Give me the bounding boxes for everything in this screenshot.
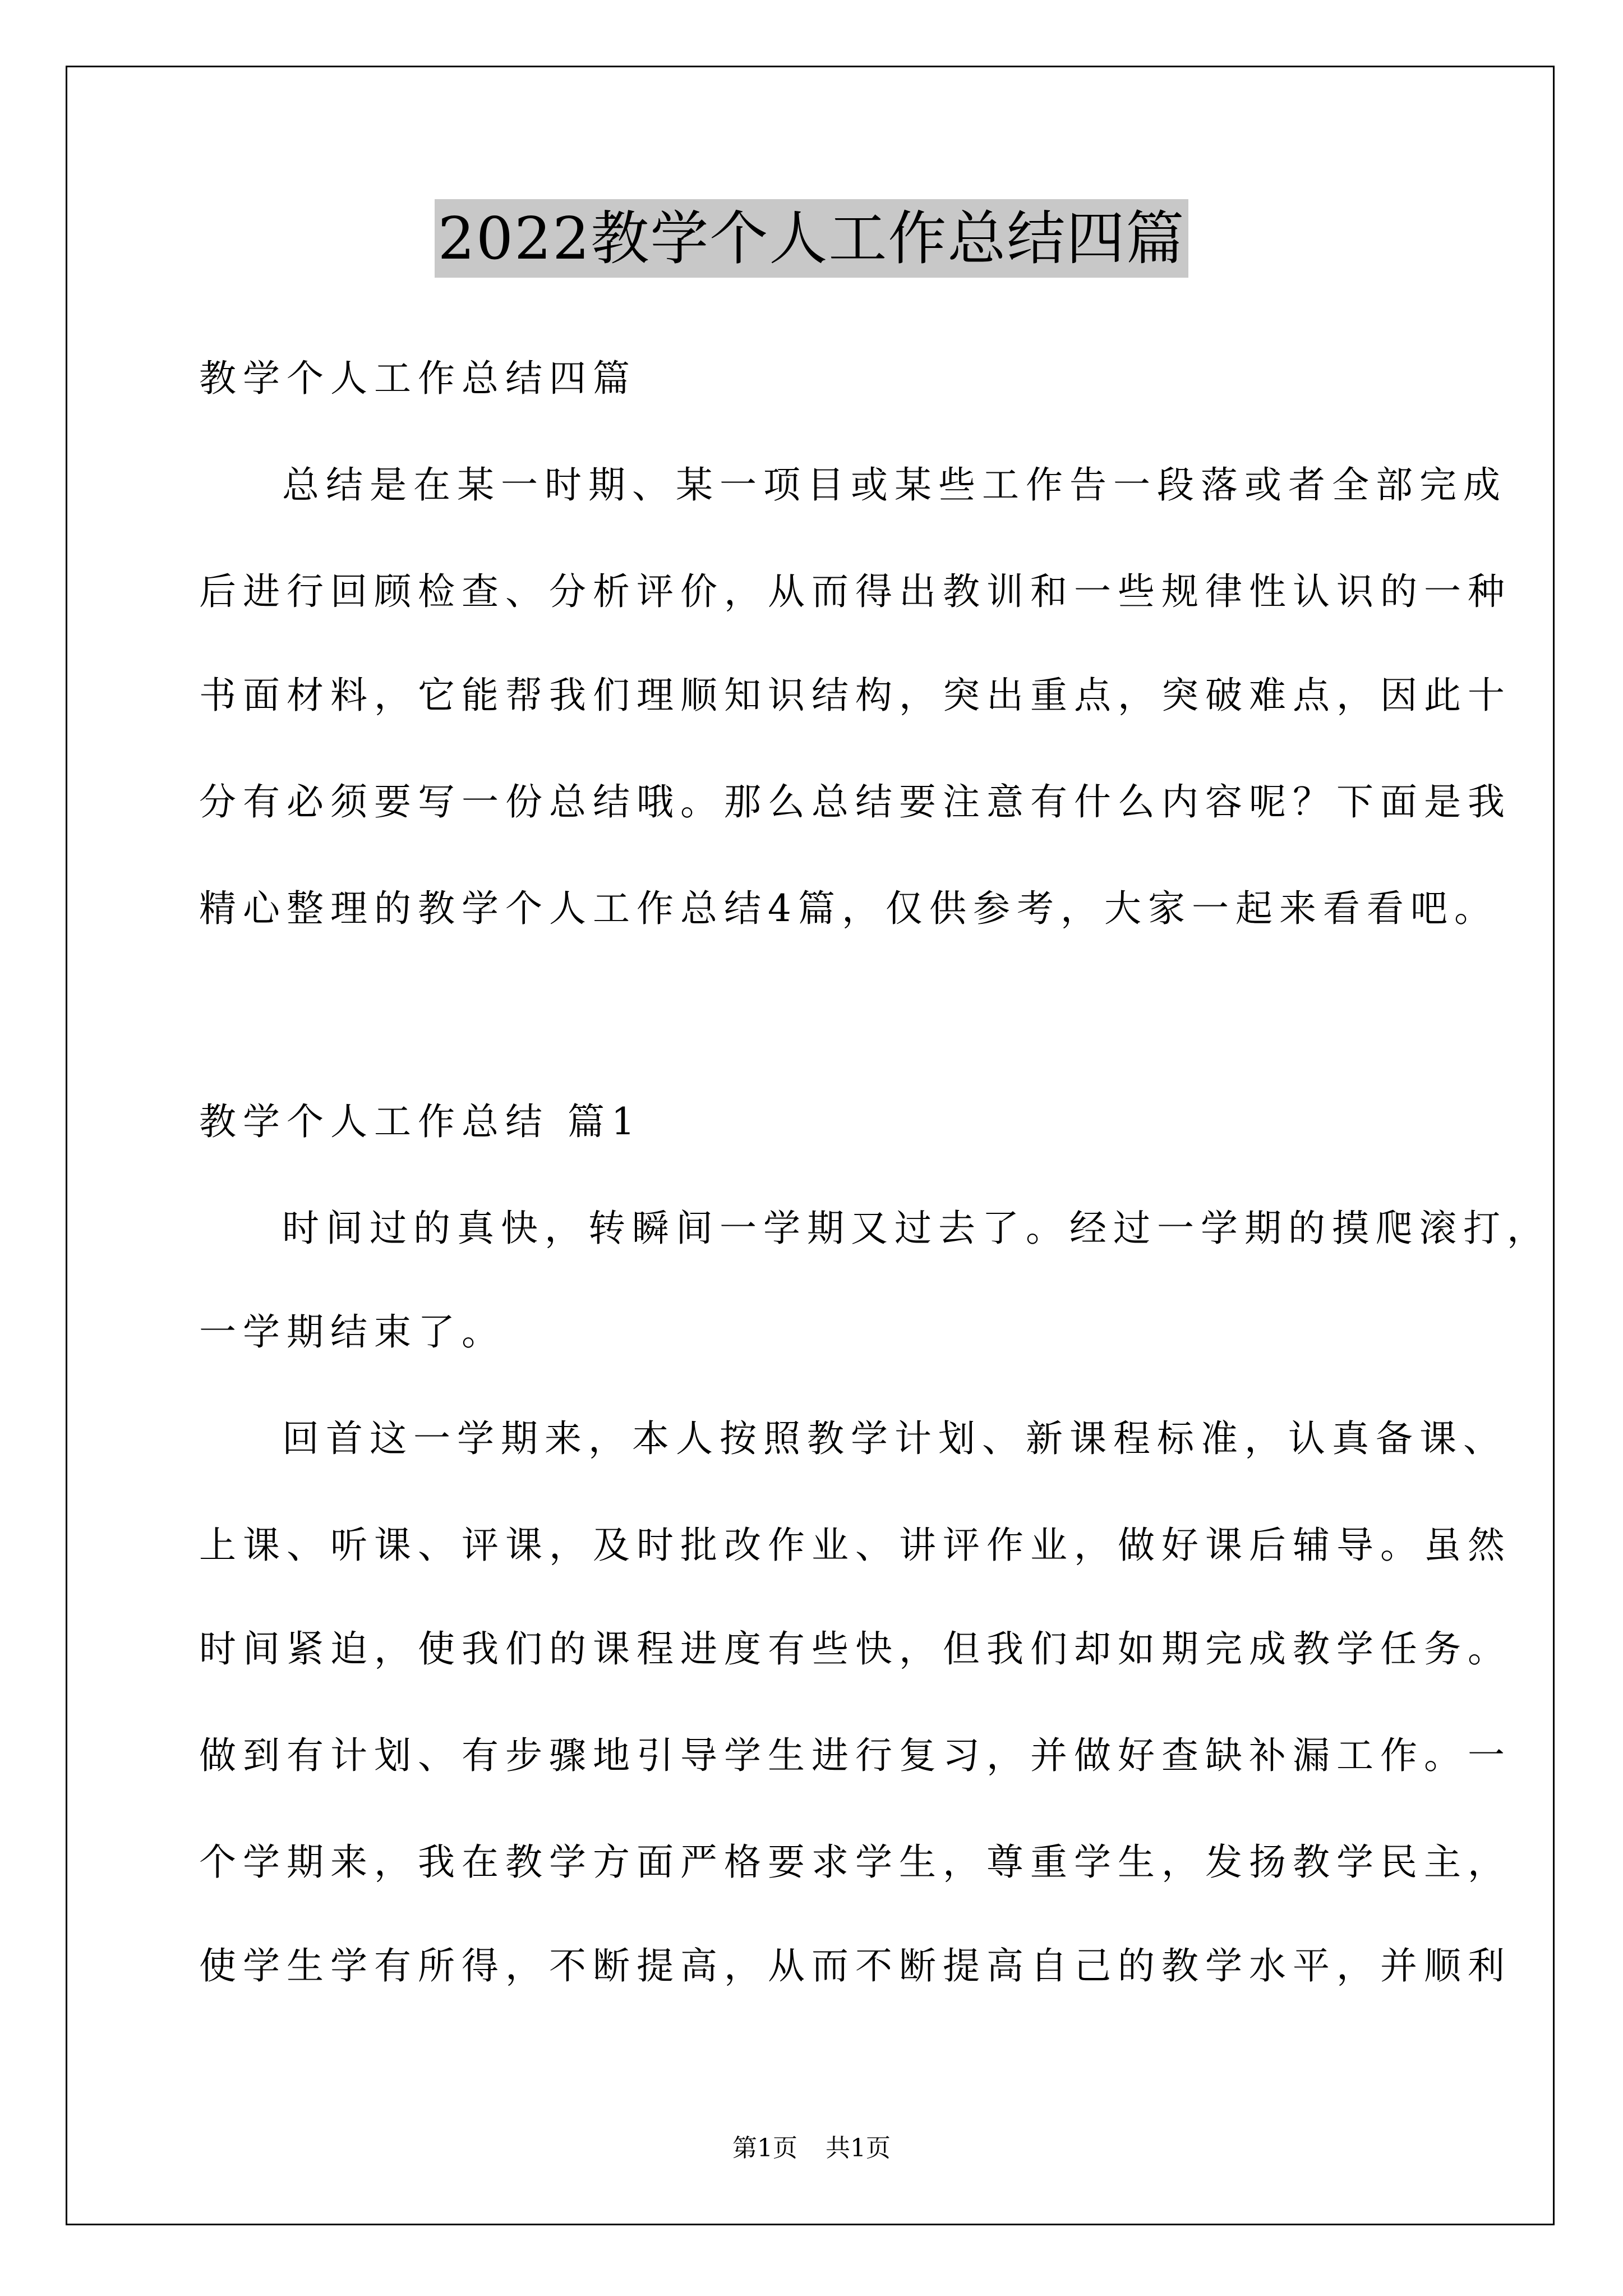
document-title: 2022教学个人工作总结四篇 bbox=[435, 199, 1189, 278]
intro-line: 后进行回顾检查、分析评价，从而得出教训和一些规律性认识的一种 bbox=[199, 570, 1511, 613]
section-heading: 教学个人工作总结 篇1 bbox=[199, 1100, 642, 1143]
para2-line: 做到有计划、有步骤地引导学生进行复习，并做好查缺补漏工作。一 bbox=[199, 1734, 1511, 1777]
para1-line: 时间过的真快，转瞬间一学期又过去了。经过一学期的摸爬滚打， bbox=[282, 1207, 1551, 1250]
para1-line: 一学期结束了。 bbox=[199, 1310, 505, 1354]
para2-line: 上课、听课、评课，及时批改作业、讲评作业，做好课后辅导。虽然 bbox=[199, 1524, 1511, 1567]
page-footer bbox=[0, 2132, 1623, 2165]
para2-line: 时间紧迫，使我们的课程进度有些快，但我们却如期完成教学任务。 bbox=[199, 1627, 1511, 1671]
document-subtitle: 教学个人工作总结四篇 bbox=[199, 357, 637, 400]
para2-line: 个学期来，我在教学方面严格要求学生，尊重学生，发扬教学民主， bbox=[199, 1841, 1511, 1884]
page-total: 共1页 bbox=[826, 2134, 891, 2162]
intro-line: 书面材料，它能帮我们理顺知识结构，突出重点，突破难点，因此十 bbox=[199, 674, 1511, 717]
para2-line: 使学生学有所得，不断提高，从而不断提高自己的教学水平，并顺利 bbox=[199, 1944, 1511, 1987]
intro-line: 精心整理的教学个人工作总结4篇，仅供参考，大家一起来看看吧。 bbox=[199, 887, 1498, 930]
para2-line: 回首这一学期来，本人按照教学计划、新课程标准，认真备课、 bbox=[282, 1417, 1507, 1460]
page-current: 第1页 bbox=[732, 2134, 797, 2162]
intro-line: 分有必须要写一份总结哦。那么总结要注意有什么内容呢？下面是我 bbox=[199, 780, 1511, 823]
intro-line: 总结是在某一时期、某一项目或某些工作告一段落或者全部完成 bbox=[282, 463, 1507, 507]
title-container bbox=[0, 199, 1623, 278]
